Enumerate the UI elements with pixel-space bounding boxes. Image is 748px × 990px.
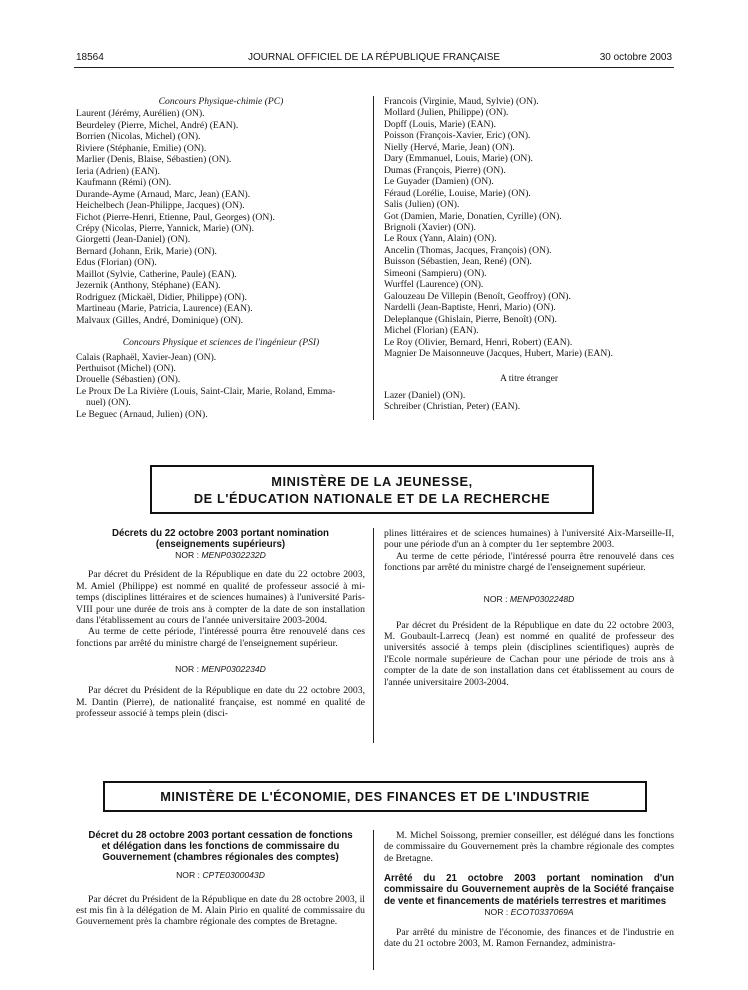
- nor-label: NOR :: [175, 550, 199, 561]
- pc-heading: Concours Physique-chimie (PC): [158, 96, 284, 107]
- list-item: Ancelin (Thomas, Jacques, François) (ON).: [384, 244, 552, 256]
- list-item: Riviere (Stéphanie, Emilie) (ON).: [76, 142, 207, 154]
- list-item: Salis (Julien) (ON).: [384, 199, 460, 211]
- list-item: Jezernik (Anthony, Stéphane) (EAN).: [76, 280, 221, 292]
- ministry-line-2: DE L'ÉDUCATION NATIONALE ET DE LA RECHERCHE: [193, 491, 551, 506]
- ministry-line-1: MINISTÈRE DE LA JEUNESSE,: [271, 474, 473, 489]
- paragraph: Par décret du Président de la République en date du 28 octobre 2003, il est mis fin à la délégation de M. Alain Pirio en qualité de commissaire du Gouvernement près la chambre régionale des comptes de Bretagne.: [76, 893, 365, 928]
- list-item: Crépy (Nicolas, Pierre, Yannick, Marie) (ON).: [76, 222, 254, 234]
- list-item: Lazer (Daniel) (ON).: [384, 389, 466, 401]
- list-right-column: [384, 96, 674, 413]
- foreign-heading: A titre étranger: [499, 373, 559, 385]
- nor-reference: [384, 594, 674, 604]
- list-item: Beurdeley (Pierre, Michel, André) (EAN).: [76, 119, 239, 131]
- list-item: Dopff (Louis, Marie) (EAN).: [384, 118, 496, 130]
- list-item: Got (Damien, Marie, Donatien, Cyrille) (ON).: [384, 210, 562, 222]
- nor-code: MENP0302248D: [509, 593, 575, 604]
- journal-title: JOURNAL OFFICIEL DE LA RÉPUBLIQUE FRANÇAISE: [247, 52, 501, 63]
- list-item: Bernard (Johann, Erik, Marie) (ON).: [76, 245, 217, 257]
- list-item: Marlier (Denis, Blaise, Sébastien) (ON).: [76, 154, 232, 166]
- ministry-banner-economy: [103, 781, 647, 812]
- nor-code: MENP0302232D: [201, 550, 266, 561]
- ministry-title: MINISTÈRE DE L'ÉCONOMIE, DES FINANCES ET DE L'INDUSTRIE: [160, 789, 590, 804]
- decrets-right-column: [384, 528, 674, 688]
- list-item: Le Roux (Yann, Alain) (ON).: [384, 233, 497, 245]
- paragraph: Au terme de cette période, l'intéressé pourra être renouvelé dans ces fonctions par arrêté du ministre chargé de l'enseignement supérieur.: [384, 550, 674, 574]
- paragraph: Par décret du Président de la République en date du 22 octobre 2003, M. Dantin (Pierre), de nationalité française, est nommé en qualité de professeur associé à temps plein (disci-: [76, 685, 365, 720]
- decrets-title-line1: Décrets du 22 octobre 2003 portant nomination: [112, 528, 329, 539]
- paragraph: Par arrêté du ministre de l'économie, des finances et de l'industrie en date du 21 octobre 2003, M. Ramon Fernandez, administra-: [384, 926, 674, 950]
- column-divider: [373, 96, 374, 420]
- list-item: Borrien (Nicolas, Michel) (ON).: [76, 131, 201, 143]
- list-item: Wurffel (Laurence) (ON).: [384, 279, 484, 291]
- paragraph: Par décret du Président de la République en date du 22 octobre 2003, M. Goubault-Larrecq (Jean) est nommé en qualité de professeur des universités associé à temps plein (disciplines scientifiques) auprès de l'Ecole normale supérieure de Cachan pour une période de trois ans à compter de la date de son installation dans cet établissement au cours de l'année universitaire 2003-2004.: [384, 619, 674, 688]
- cessation-title: Décret du 28 octobre 2003 portant cessation de fonctions et délégation dans les fonctions de commissaire du Gouvernement (chambres régionales des comptes): [88, 830, 353, 864]
- list-item: Poisson (François-Xavier, Eric) (ON).: [384, 130, 531, 142]
- page-number: 18564: [76, 52, 104, 63]
- nor-label: NOR :: [176, 869, 200, 880]
- list-item: Le Roy (Olivier, Bernard, Henri, Robert) (EAN).: [384, 336, 573, 348]
- issue-date: 30 octobre 2003: [599, 52, 672, 63]
- list-item: Laurent (Jérémy, Aurélien) (ON).: [76, 108, 205, 120]
- list-item: Heichelbech (Jean-Philippe, Jacques) (ON).: [76, 200, 245, 212]
- paragraph: Par décret du Président de la République en date du 22 octobre 2003, M. Amiel (Philippe) est nommé en qualité de professeur associé à mi-temps (disciplines littéraires et de sciences humaines) à l'université Paris-VIII pour une durée de trois ans à compter de la date de son installation dans l'établissement au cours de l'année universitaire 2003-2004.: [76, 569, 365, 627]
- nor-reference: [76, 664, 365, 674]
- list-item: nuel) (ON).: [86, 397, 131, 409]
- header-rule: [74, 67, 674, 68]
- arrete-title: Arrêté du 21 octobre 2003 portant nomination d'un commissaire du Gouvernement auprès de la Société française de vente et financements de matériels terrestres et maritimes: [384, 873, 674, 907]
- list-item: Galouzeau De Villepin (Benoît, Geoffroy) (ON).: [384, 290, 571, 302]
- list-item: Le Proux De La Rivière (Louis, Saint-Clair, Marie, Roland, Emma-: [76, 385, 336, 397]
- psi-heading: Concours Physique et sciences de l'ingénieur (PSI): [122, 337, 320, 349]
- paragraph: M. Michel Soissong, premier conseiller, est délégué dans les fonctions de commissaire du Gouvernement près la chambre régionale des comptes de Bretagne.: [384, 830, 674, 864]
- paragraph: Au terme de cette période, l'intéressé pourra être renouvelé dans ces fonctions par arrêté du ministre chargé de l'enseignement supérieur.: [76, 626, 365, 649]
- nor-label: NOR :: [175, 664, 199, 675]
- list-item: Kaufmann (Rémi) (ON).: [76, 177, 172, 189]
- list-item: Le Guyader (Damien) (ON).: [384, 176, 494, 188]
- decrets-title-line2: (enseignements supérieurs): [155, 539, 286, 551]
- list-item: Mollard (Julien, Philippe) (ON).: [384, 107, 509, 119]
- list-item: Giorgetti (Jean-Daniel) (ON).: [76, 234, 191, 246]
- list-item: Francois (Virginie, Maud, Sylvie) (ON).: [384, 96, 539, 107]
- list-item: Martineau (Marie, Patricia, Laurence) (EAN).: [76, 303, 253, 315]
- cessation-column: [76, 830, 365, 928]
- list-left-column: [76, 96, 366, 420]
- paragraph: plines littéraires et de sciences humaines) à l'université Aix-Marseille-II, pour une période d'un an à compter du 1er septembre 2003.: [384, 528, 674, 551]
- list-item: Le Beguec (Arnaud, Julien) (ON).: [76, 408, 208, 420]
- list-item: Ieria (Adrien) (EAN).: [76, 165, 160, 177]
- list-item: Maillot (Sylvie, Catherine, Paule) (EAN).: [76, 268, 237, 280]
- nor-label: NOR :: [484, 906, 509, 917]
- list-item: Nielly (Hervé, Marie, Jean) (ON).: [384, 141, 515, 153]
- list-item: Perthuisot (Michel) (ON).: [76, 362, 176, 374]
- list-item: Malvaux (Gilles, André, Dominique) (ON).: [76, 314, 244, 326]
- decrets-title: [76, 528, 365, 550]
- list-item: Michel (Florian) (EAN).: [384, 325, 479, 337]
- list-item: Schreiber (Christian, Peter) (EAN).: [384, 401, 521, 413]
- nor-label: NOR :: [483, 593, 508, 604]
- list-item: Rodriguez (Mickaël, Didier, Philippe) (ON).: [76, 291, 247, 303]
- list-item: Nardelli (Jean-Baptiste, Henri, Mario) (ON).: [384, 302, 556, 314]
- list-item: Magnier De Maisonneuve (Jacques, Hubert, Marie) (EAN).: [384, 347, 613, 359]
- nor-code: CPTE0300043D: [202, 869, 265, 880]
- list-item: Brignoli (Xavier) (ON).: [384, 221, 476, 233]
- nor-reference: [76, 870, 365, 880]
- nor-reference: [76, 550, 365, 560]
- nor-code: ECOT0337069A: [510, 906, 574, 917]
- list-item: Drouelle (Sébastien) (ON).: [76, 374, 181, 386]
- column-divider: [373, 528, 374, 743]
- list-item: Buisson (Sébastien, Jean, René) (ON).: [384, 256, 532, 268]
- list-item: Deleplanque (Ghislain, Pierre, Benoît) (ON).: [384, 313, 557, 325]
- list-item: Durande-Ayme (Arnaud, Marc, Jean) (EAN).: [76, 188, 251, 200]
- decrets-left-column: [76, 528, 365, 719]
- nor-code: MENP0302234D: [201, 664, 266, 675]
- arrete-column: [384, 830, 674, 950]
- ministry-banner-education: [150, 465, 594, 514]
- nor-reference: [384, 907, 674, 917]
- list-item: Féraud (Lorélie, Louise, Marie) (ON).: [384, 187, 531, 199]
- list-item: Simeoni (Sampieru) (ON).: [384, 267, 487, 279]
- list-item: Dary (Emmanuel, Louis, Marie) (ON).: [384, 153, 533, 165]
- list-item: Calais (Raphaël, Xavier-Jean) (ON).: [76, 351, 217, 363]
- list-item: Fichot (Pierre-Henri, Etienne, Paul, Georges) (ON).: [76, 211, 275, 223]
- list-item: Edus (Florian) (ON).: [76, 257, 157, 269]
- column-divider: [373, 830, 374, 970]
- list-item: Dumas (François, Pierre) (ON).: [384, 164, 506, 176]
